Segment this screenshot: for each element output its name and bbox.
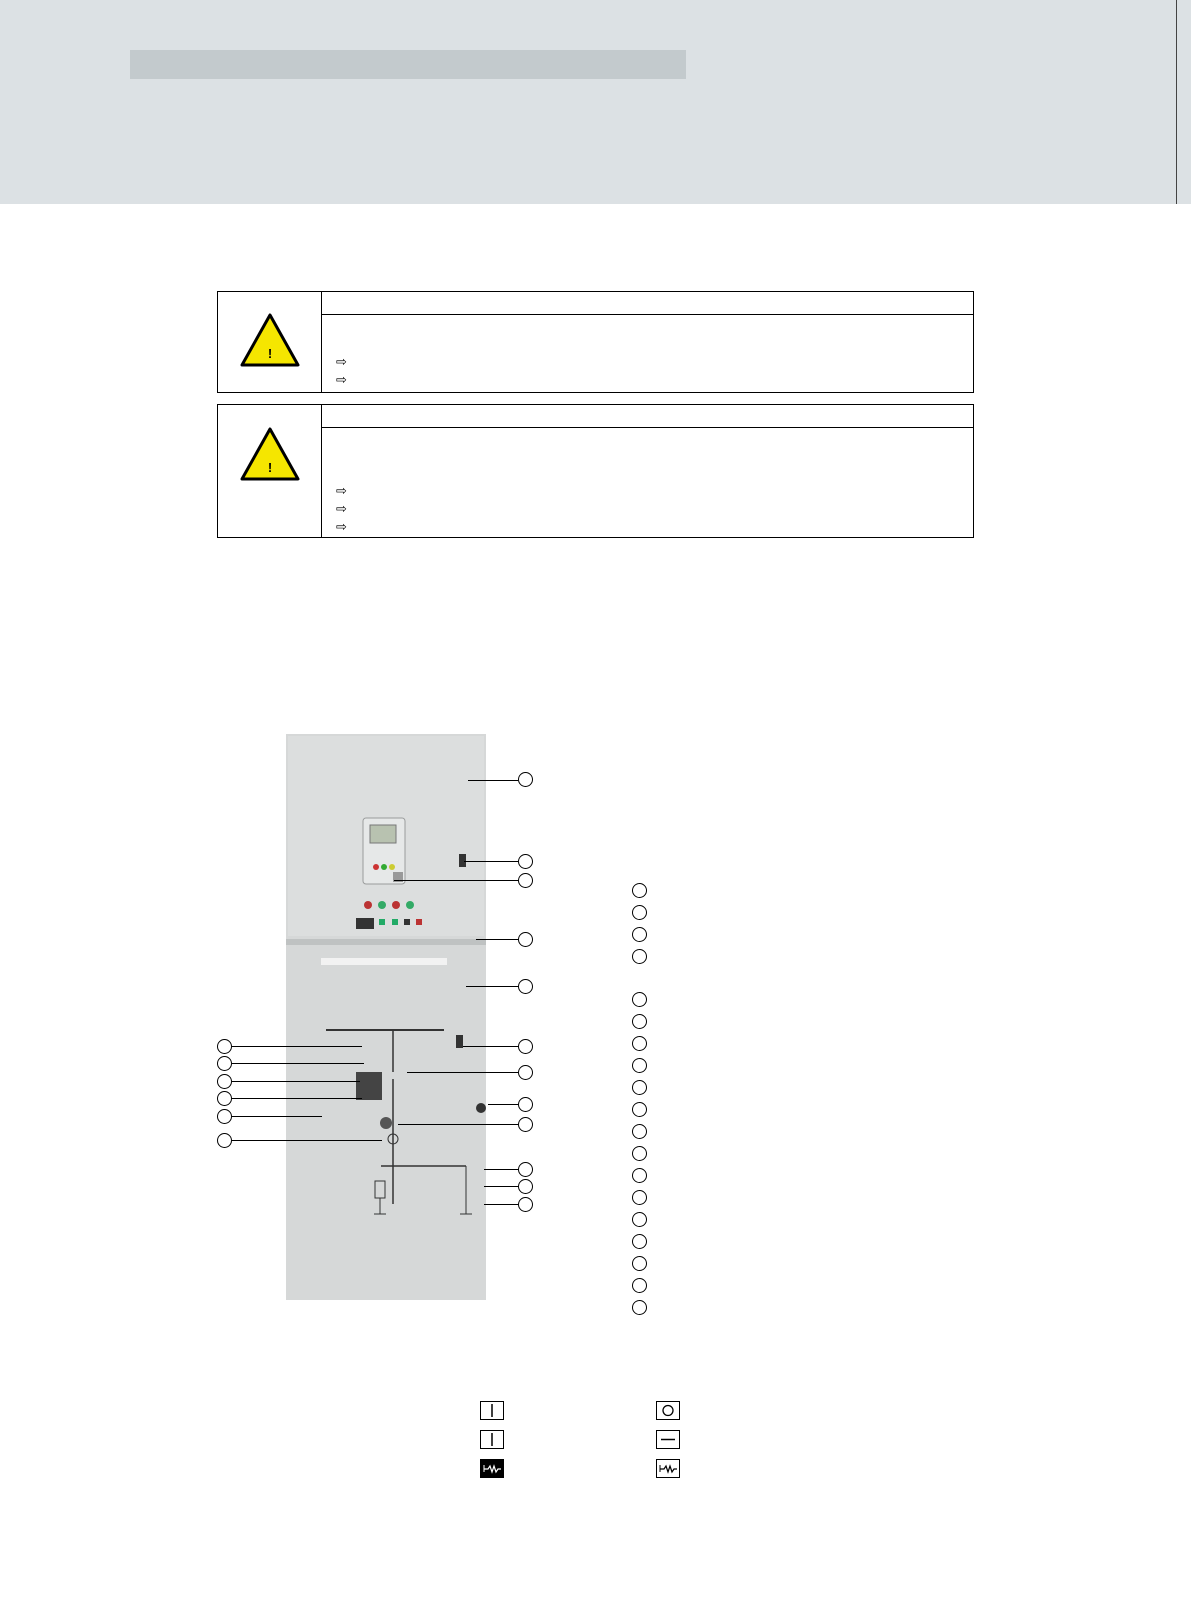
callout-circle [518,1097,533,1112]
switchgear-panel-drawing [286,734,486,1300]
callout-circle [217,1056,232,1071]
legend-item-circle [632,1278,647,1293]
callout-circle [518,1162,533,1177]
vertical-bar-icon [480,1430,504,1449]
leader-line [484,1204,518,1205]
warning-box-2 [217,404,974,538]
warning-icon-cell [218,292,322,392]
warning-triangle-icon [239,312,301,368]
leader-line [232,1098,362,1099]
warning-header-row [321,405,973,428]
leader-line [464,861,518,862]
callout-circle [217,1109,232,1124]
legend-item-circle [632,949,647,964]
callout-circle [518,1179,533,1194]
warning-header-row [321,292,973,315]
legend-item-circle [632,1102,647,1117]
leader-line [407,1072,518,1073]
leader-line [488,1104,518,1105]
legend-item-circle [632,1014,647,1029]
vertical-bar-icon [480,1401,504,1420]
callout-circle [518,979,533,994]
callout-circle [518,1065,533,1080]
header-title-bar [130,50,686,79]
header-band [0,0,1191,204]
arrow-icon: ⇨ [336,519,347,534]
warning-icon-cell [218,405,322,537]
leader-line [232,1081,360,1082]
leader-line [484,1169,518,1170]
arrow-icon: ⇨ [336,354,347,369]
leader-line [466,986,518,987]
leader-line [394,880,518,881]
circle-icon [656,1401,680,1420]
legend-item-circle [632,905,647,920]
legend-item-circle [632,1168,647,1183]
arrow-icon: ⇨ [336,501,347,516]
legend-item-circle [632,1300,647,1315]
callout-circle [518,932,533,947]
callout-circle [518,1039,533,1054]
horizontal-bar-icon [656,1430,680,1449]
legend-item-circle [632,1212,647,1227]
legend-item-circle [632,1256,647,1271]
legend-item-circle [632,1080,647,1095]
callout-circle [518,873,533,888]
leader-line [476,939,518,940]
legend-item-circle [632,927,647,942]
page-edge-line [1176,0,1177,204]
spring-discharged-icon [656,1459,680,1478]
leader-line [484,1186,518,1187]
legend-item-circle [632,1058,647,1073]
switchgear-panel-image [286,734,486,1300]
leader-line [232,1116,322,1117]
callout-circle [217,1091,232,1106]
spring-charged-icon [480,1459,504,1478]
legend-item-circle [632,1124,647,1139]
arrow-icon: ⇨ [336,372,347,387]
warning-triangle-icon [239,426,301,482]
svg-text:!: ! [267,346,273,361]
callout-circle [518,1197,533,1212]
leader-line [232,1046,362,1047]
legend-item-circle [632,1190,647,1205]
callout-circle [518,854,533,869]
warning-box-1 [217,291,974,393]
callout-circle [217,1039,232,1054]
callout-circle [217,1133,232,1148]
arrow-icon: ⇨ [336,483,347,498]
legend-item-circle [632,1036,647,1051]
leader-line [468,780,518,781]
legend-item-circle [632,883,647,898]
leader-line [232,1140,382,1141]
svg-text:!: ! [267,460,273,475]
callout-circle [217,1074,232,1089]
legend-item-circle [632,1234,647,1249]
leader-line [463,1046,518,1047]
leader-line [398,1124,518,1125]
callout-circle [518,1117,533,1132]
leader-line [232,1063,364,1064]
legend-item-circle [632,992,647,1007]
callout-circle [518,772,533,787]
legend-item-circle [632,1146,647,1161]
